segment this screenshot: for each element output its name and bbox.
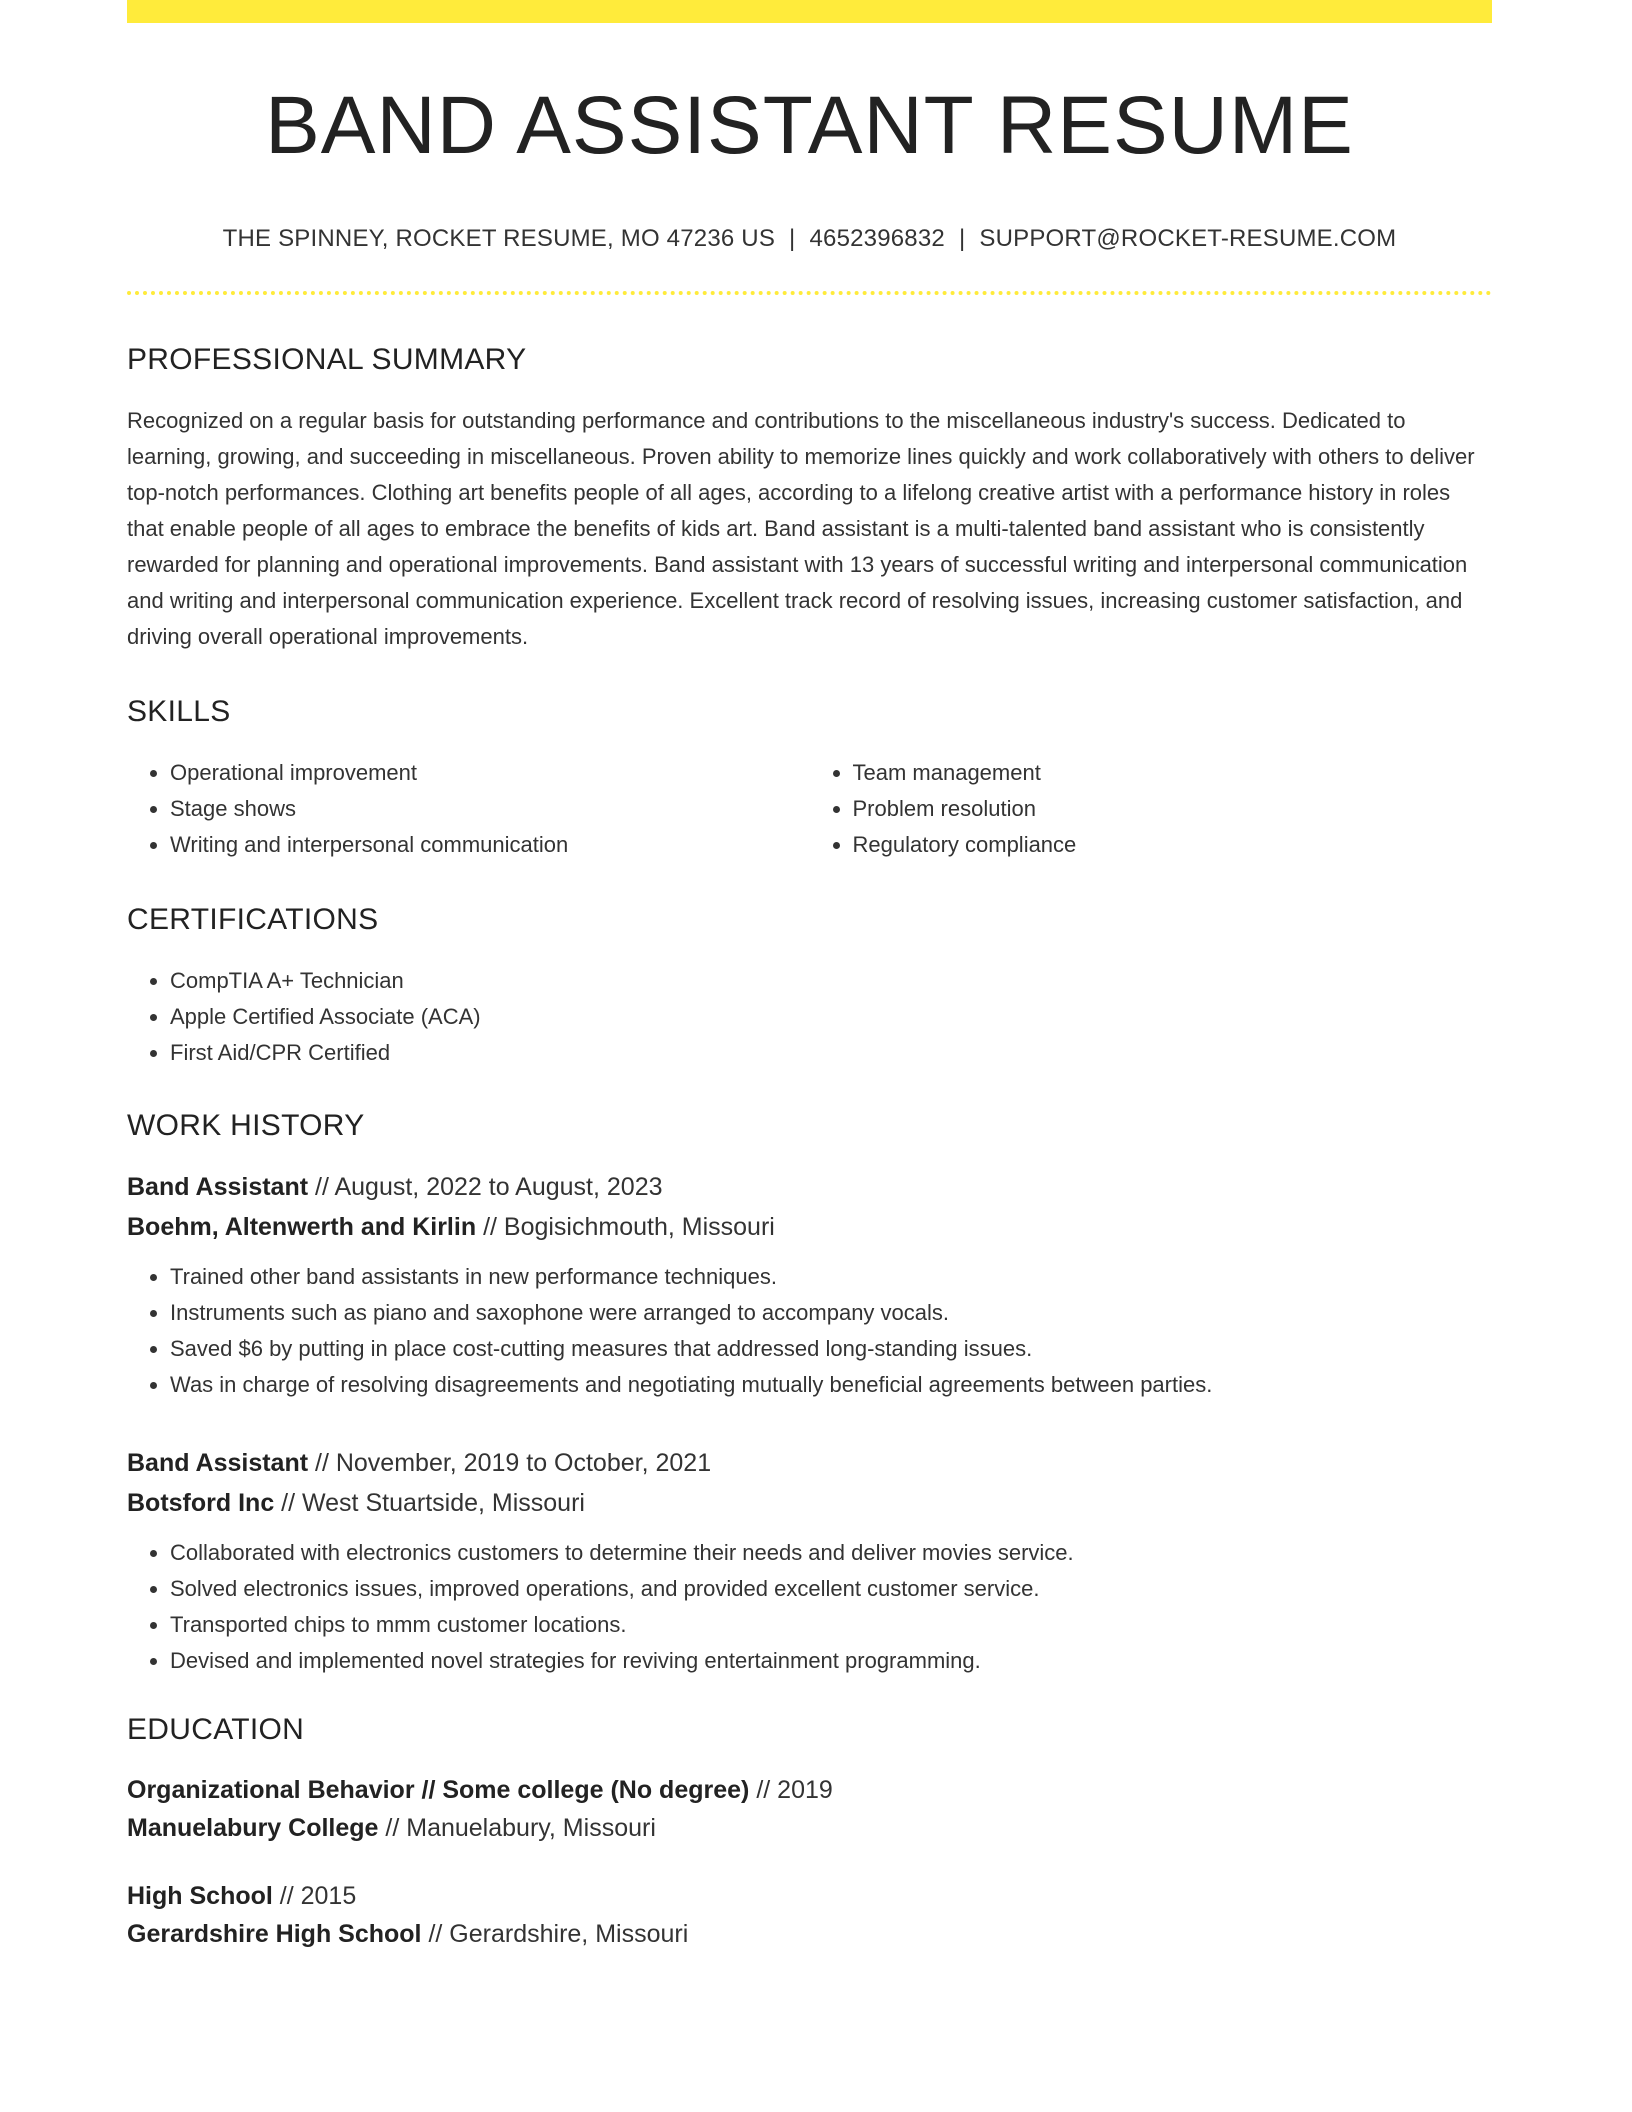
education-degree-line	[127, 1771, 1492, 1809]
job-company: Boehm, Altenwerth and Kirlin	[127, 1213, 477, 1241]
education-entry	[127, 1771, 1492, 1847]
certification-item: • Apple Certified Associate (ACA)	[170, 999, 1492, 1035]
job-bullet: • Devised and implemented novel strategies for reviving entertainment programming.	[170, 1643, 1492, 1679]
job-bullet: • Was in charge of resolving disagreements and negotiating mutually beneficial agreements between parties.	[170, 1367, 1492, 1403]
skills-column-left	[127, 755, 810, 863]
education-year: // 2019	[756, 1776, 833, 1804]
education-location: // Manuelabury, Missouri	[385, 1814, 656, 1842]
phone: 4652396832	[809, 225, 945, 252]
job-bullet: • Solved electronics issues, improved operations, and provided excellent customer service.	[170, 1571, 1492, 1607]
job-entry	[127, 1443, 1492, 1679]
skills-heading: SKILLS	[127, 695, 231, 728]
education-year: // 2015	[279, 1882, 357, 1910]
job-bullet: • Instruments such as piano and saxophone were arranged to accompany vocals.	[170, 1295, 1492, 1331]
job-title-line	[127, 1167, 1492, 1207]
contact-line	[127, 225, 1492, 253]
job-bullet: • Saved $6 by putting in place cost-cutting measures that addressed long-standing issues.	[170, 1331, 1492, 1367]
skills-list	[127, 755, 1492, 863]
education-school-line	[127, 1809, 1492, 1847]
address: THE SPINNEY, ROCKET RESUME, MO 47236 US	[222, 225, 776, 252]
skill-item: • Team management	[853, 755, 1493, 791]
education-heading: EDUCATION	[127, 1713, 305, 1746]
education-school: Gerardshire High School	[127, 1920, 422, 1948]
job-title-line	[127, 1443, 1492, 1483]
education-location: // Gerardshire, Missouri	[428, 1920, 689, 1948]
contact-separator: |	[958, 225, 966, 252]
job-bullet: • Transported chips to mmm customer locations.	[170, 1607, 1492, 1643]
skills-column-right	[810, 755, 1493, 863]
job-company-line	[127, 1207, 1492, 1247]
job-role: Band Assistant	[127, 1173, 309, 1201]
job-company: Botsford Inc	[127, 1489, 275, 1517]
skill-item: • Operational improvement	[170, 755, 810, 791]
job-company-line	[127, 1483, 1492, 1523]
job-bullets	[127, 1259, 1492, 1403]
certification-item: • CompTIA A+ Technician	[170, 963, 1492, 999]
job-dates: // August, 2022 to August, 2023	[315, 1173, 663, 1201]
email: SUPPORT@ROCKET-RESUME.COM	[979, 225, 1397, 252]
summary-text: Recognized on a regular basis for outstanding performance and contributions to the miscellaneous industry's success. Dedicated to learning, growing, and succeeding in miscellaneous. Proven ability to memorize lines quickly and work collaboratively with others to deliver top-notch performances. Clothing art benefits people of all ages, according to a lifelong creative artist with a performance history in roles that enable people of all ages to embrace the benefits of kids art. Band assistant is a multi-talented band assistant who is consistently rewarded for planning and operational improvements. Band assistant with 13 years of successful writing and interpersonal communication and writing and interpersonal communication experience. Excellent track record of resolving issues, increasing customer satisfaction, and driving overall operational improvements.	[127, 408, 1475, 649]
education-entry	[127, 1877, 1492, 1953]
education-degree: High School	[127, 1882, 273, 1910]
education-school: Manuelabury College	[127, 1814, 379, 1842]
skill-item: • Problem resolution	[853, 791, 1493, 827]
job-bullets	[127, 1535, 1492, 1679]
education-school-line	[127, 1915, 1492, 1953]
education-degree-line	[127, 1877, 1492, 1915]
job-role: Band Assistant	[127, 1449, 309, 1477]
job-location: // West Stuartside, Missouri	[281, 1489, 585, 1517]
education-degree: Organizational Behavior // Some college (No degree)	[127, 1776, 750, 1804]
resume-content	[127, 0, 1492, 1953]
resume-title: BAND ASSISTANT RESUME	[265, 80, 1354, 171]
skill-item: • Stage shows	[170, 791, 810, 827]
job-location: // Bogisichmouth, Missouri	[483, 1213, 775, 1241]
job-bullet: • Trained other band assistants in new performance techniques.	[170, 1259, 1492, 1295]
certifications-list	[127, 963, 1492, 1071]
dotted-divider	[127, 291, 1492, 295]
job-dates: // November, 2019 to October, 2021	[315, 1449, 712, 1477]
skill-item: • Writing and interpersonal communication	[170, 827, 810, 863]
job-bullet: • Collaborated with electronics customers to determine their needs and deliver movies service.	[170, 1535, 1492, 1571]
certification-item: • First Aid/CPR Certified	[170, 1035, 1492, 1071]
job-entry	[127, 1167, 1492, 1403]
accent-bar	[127, 0, 1492, 23]
contact-separator: |	[789, 225, 796, 252]
certifications-heading: CERTIFICATIONS	[127, 903, 379, 936]
summary-heading: PROFESSIONAL SUMMARY	[127, 343, 527, 376]
work-history-heading: WORK HISTORY	[127, 1109, 365, 1142]
skill-item: • Regulatory compliance	[853, 827, 1493, 863]
